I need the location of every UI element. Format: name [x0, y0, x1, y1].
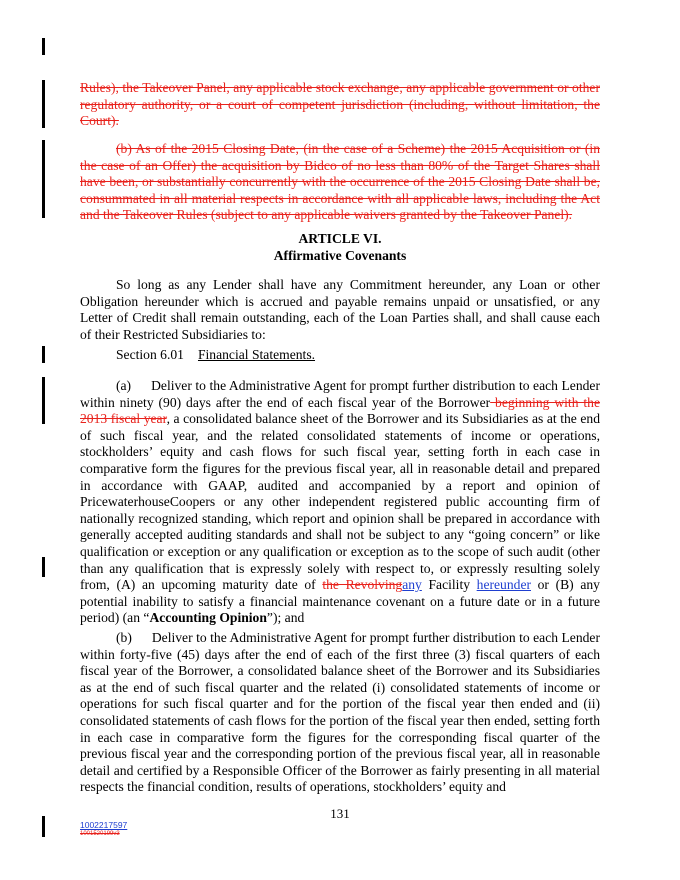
inserted-text: any [402, 577, 422, 593]
deleted-paragraph: (b) As of the 2015 Closing Date, (in the case of a Scheme) the 2015 Acquisition or (in the case of an Offer) the acquisition by Bidco of no less than 80% of the Target Shares shall have been, or substantially concurrently with the occurrence of the 2015 Closing Date shall be, consummated in all material respects in accordance with all applicable laws, including the Act and the Takeover Rules (subject to any applicable waivers granted by the Takeover Panel). [80, 141, 600, 223]
section-title: Financial Statements. [197, 347, 316, 362]
change-bar [42, 140, 45, 218]
para-label: (a) [116, 378, 132, 393]
change-bar [42, 377, 45, 424]
change-bar [42, 38, 45, 55]
article-title: Affirmative Covenants [273, 248, 407, 263]
paragraph-b: (b) Deliver to the Administrative Agent for prompt further distribution to each Lender within forty-five (45) days after the end of each of the first three (3) fiscal quarters of each fiscal year of the Borrower, a consolidated balance sheet of the Borrower and its Subsidiaries as at the end of such fiscal quarter and the related (i) consolidated statements of income or operations for such fiscal quarter and for the portion of the fiscal year then ended and (ii) consolidated statements of cash flows for the portion of the fiscal year then ended, setting forth in each case in comparative form the figures for the corresponding fiscal quarter of the previous fiscal year and the corresponding portion of the previous fiscal year, all in reasonable detail and certified by a Responsible Officer of the Borrower as fairly presenting in all material respects the financial condition, results of operations, stockholders’ equity and [80, 630, 600, 795]
defined-term: Accounting Opinion [149, 610, 267, 626]
article-number: ARTICLE VI. [298, 231, 382, 246]
inserted-text: hereunder [476, 577, 531, 593]
change-bar [42, 80, 45, 128]
section-heading [80, 347, 600, 364]
deleted-text: beginning with the 2013 fiscal year [80, 394, 600, 427]
paragraph-a: (a) Deliver to the Administrative Agent for prompt further distribution to each Lender within ninety (90) days after the end of each fiscal year of the Borrower beginning with the 2013 fiscal year, a consolidated balance sheet of the Borrower and its Subsidiaries as at the end of such fiscal year, and the related consolidated statements of income or operations, stockholders’ equity and cash flows for such fiscal year, setting forth in each case in comparative form the figures for the previous fiscal year, all in reasonable detail and prepared in accordance with GAAP, audited and accompanied by a report and opinion of PricewaterhouseCoopers or any other independent registered public accounting firm of nationally recognized standing, which report and opinion shall be prepared in accordance with generally accepted auditing standards and shall not be subject to any “going concern” or like qualification or exception or any qualification or exception as to the scope of such audit (other than any qualification that is expressly solely with respect to, or expressly resulting solely from, (A) an upcoming maturity date of the Revolvingany Facility hereunder or (B) any potential inability to satisfy a financial maintenance covenant on a future date or in a future period) (an “Accounting Opinion”); and [80, 378, 600, 626]
para-label: (b) [116, 630, 132, 645]
document-id: 1002217597 [80, 820, 128, 830]
section-number: Section 6.01 [116, 347, 184, 362]
change-bar [42, 557, 45, 577]
document-id-deleted: 1001520199v3 [80, 831, 120, 837]
deleted-text: the Revolving [322, 577, 403, 593]
change-bar [42, 346, 45, 363]
page-number: 131 [330, 806, 350, 821]
deleted-paragraph: Rules), the Takeover Panel, any applicable stock exchange, any applicable government or other regulatory authority, or a court of competent jurisdiction (including, without limitation, the Court). [80, 80, 600, 129]
intro-paragraph: So long as any Lender shall have any Commitment hereunder, any Loan or other Obligation hereunder which is accrued and payable remains unpaid or unsatisfied, or any Letter of Credit shall remain outstanding, each of the Loan Parties shall, and shall cause each of their Restricted Subsidiaries to: [80, 277, 600, 342]
